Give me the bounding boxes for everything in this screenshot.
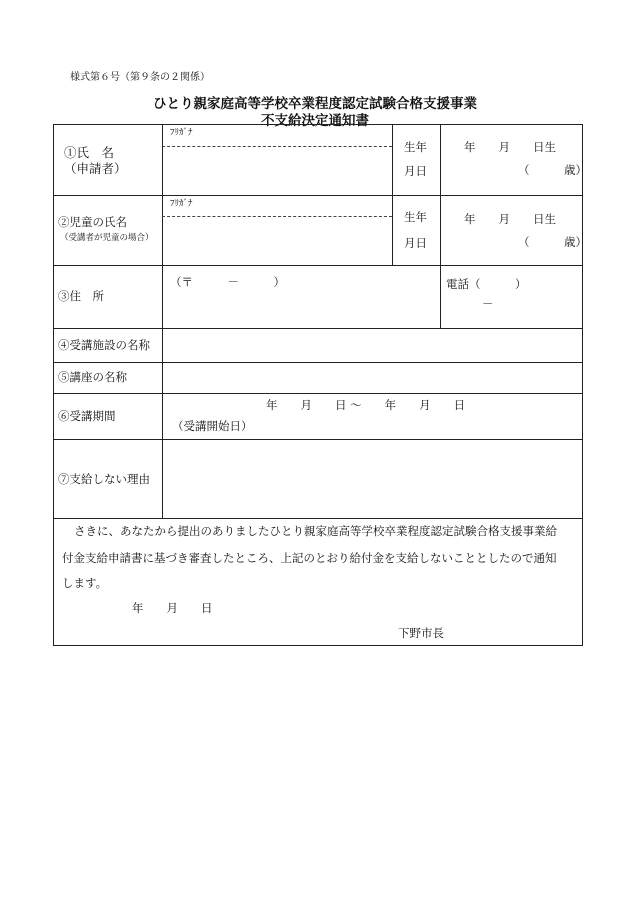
course-start-note: （受講開始日） xyxy=(172,419,253,433)
applicant-age-field[interactable]: （ 歳） xyxy=(518,163,587,177)
course-name-label: ⑤講座の名称 xyxy=(58,370,127,384)
document-subtitle: 不支給決定通知書 xyxy=(261,113,369,129)
notice-line: さきに、あなたから提出のありましたひとり親家庭高等学校卒業程度認定試験合格支援事業給 xyxy=(74,524,557,538)
rejection-reason-label: ⑦支給しない理由 xyxy=(58,472,150,486)
furigana-separator xyxy=(162,216,392,217)
birth-label: 月日 xyxy=(404,236,427,250)
child-name-label: ②児童の氏名 xyxy=(58,215,127,229)
row-divider xyxy=(53,439,583,440)
row-divider xyxy=(53,328,583,329)
course-name-field[interactable] xyxy=(164,364,580,392)
row-divider xyxy=(53,393,583,394)
dob-column-divider xyxy=(440,124,441,265)
rejection-reason-field[interactable] xyxy=(164,441,580,517)
applicant-furigana-field[interactable]: ﾌﾘｶﾞﾅ xyxy=(170,128,193,138)
course-period-label: ⑥受講期間 xyxy=(58,409,116,423)
row-divider xyxy=(53,195,583,196)
notice-date: 年 月 日 xyxy=(132,601,213,615)
phone-field[interactable]: 電話（ ） xyxy=(446,277,527,291)
form-number: 様式第６号（第９条の２関係） xyxy=(70,72,210,83)
child-age-field[interactable]: （ 歳） xyxy=(518,235,587,249)
label-column-divider xyxy=(162,124,163,518)
applicant-dob-field[interactable]: 年 月 日生 xyxy=(464,140,556,154)
phone-dash: － xyxy=(482,297,494,311)
row-divider xyxy=(53,518,583,519)
birth-label: 月日 xyxy=(404,164,427,178)
birth-label: 生年 xyxy=(404,140,427,154)
applicant-sub-label: （申請者） xyxy=(64,161,127,176)
furigana-separator xyxy=(162,146,392,147)
signer-name: 下野市長 xyxy=(398,626,444,640)
phone-column-divider xyxy=(440,265,441,328)
notice-line: します。 xyxy=(62,576,108,590)
postal-code-field[interactable]: （〒 － ） xyxy=(170,275,285,289)
notice-line: 付金支給申請書に基づき審査したところ、上記のとおり給付金を支給しないこととしたので通知 xyxy=(62,551,557,565)
child-dob-field[interactable]: 年 月 日生 xyxy=(464,212,556,226)
applicant-name-label: ①氏 名 xyxy=(64,145,115,160)
course-period-field[interactable]: 年 月 日 ～ 年 月 日 xyxy=(266,398,466,412)
document-title: ひとり親家庭高等学校卒業程度認定試験合格支援事業 xyxy=(153,96,477,112)
child-furigana-field[interactable]: ﾌﾘｶﾞﾅ xyxy=(170,199,193,209)
row-divider xyxy=(53,265,583,266)
child-sub-label: （受講者が児童の場合） xyxy=(60,233,154,243)
birth-label: 生年 xyxy=(404,210,427,224)
row-divider xyxy=(53,362,583,363)
address-label: ③住 所 xyxy=(58,289,104,303)
facility-name-label: ④受講施設の名称 xyxy=(58,338,150,352)
facility-name-field[interactable] xyxy=(164,330,580,360)
birth-column-divider xyxy=(392,124,393,265)
applicant-name-field[interactable] xyxy=(164,148,390,194)
child-name-field[interactable] xyxy=(164,218,390,264)
